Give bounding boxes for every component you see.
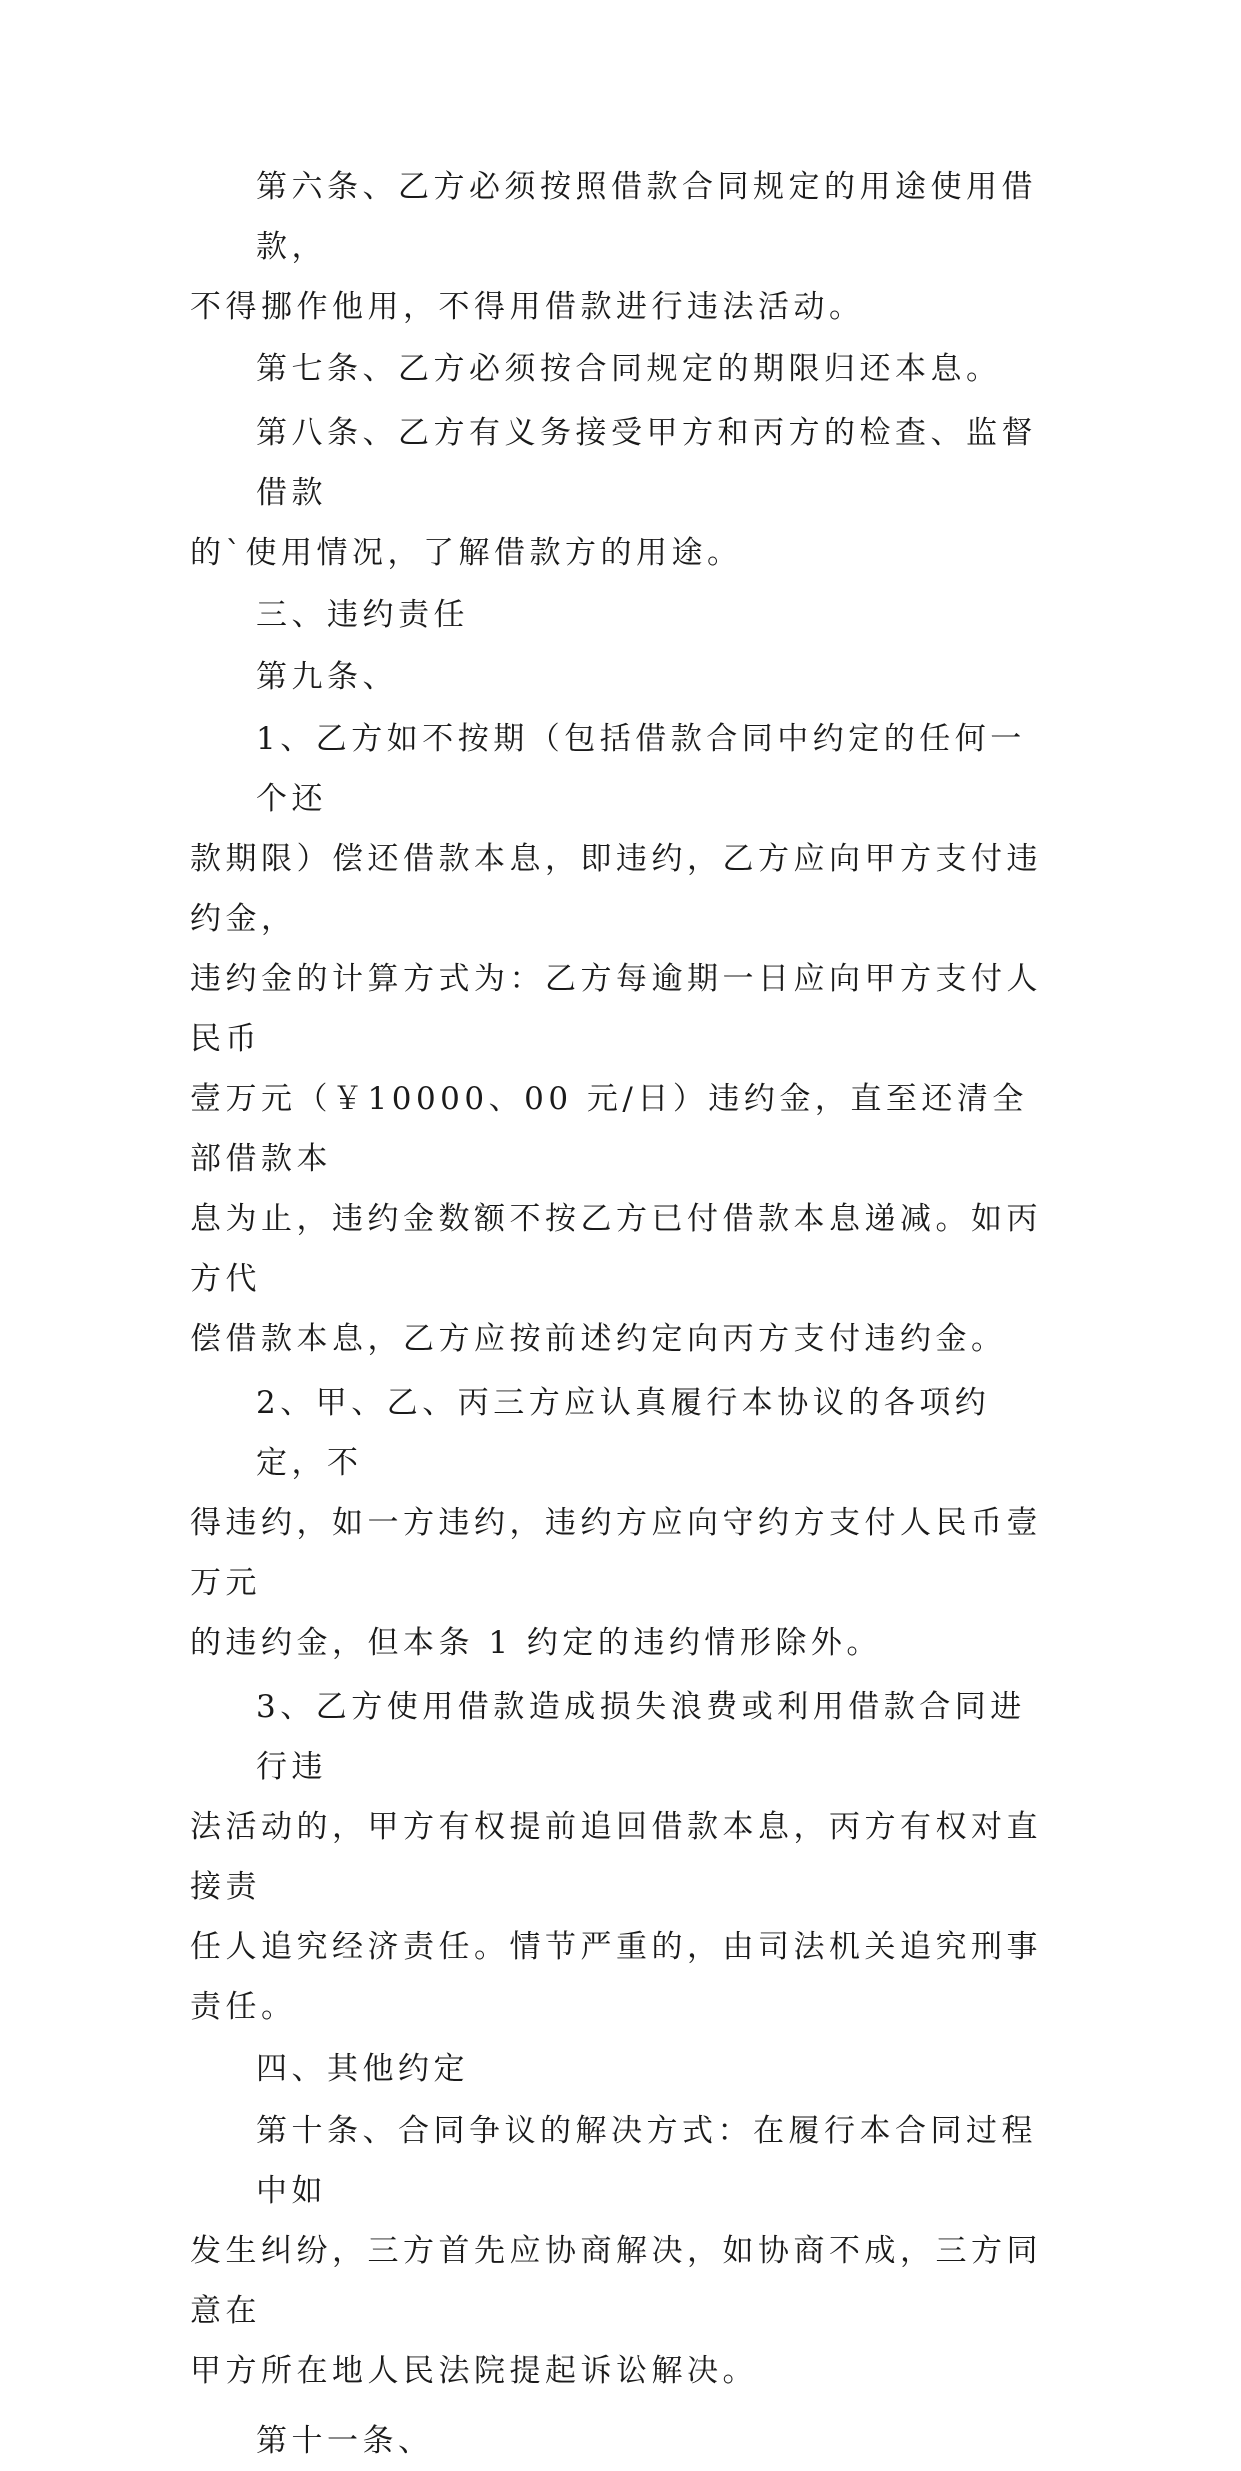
text-line: 息为止，违约金数额不按乙方已付借款本息递减。如丙方代 (190, 1201, 1042, 1297)
text-line: 2、甲、乙、丙三方应认真履行本协议的各项约定，不 (256, 1385, 991, 1481)
text-line: 的`使用情况，了解借款方的用途。 (190, 535, 743, 571)
text-line: 3、乙方使用借款造成损失浪费或利用借款合同进行违 (256, 1689, 1026, 1785)
text-line: 发生纠纷，三方首先应协商解决，如协商不成，三方同意在 (190, 2233, 1042, 2329)
text-line: 第八条、乙方有义务接受甲方和丙方的检查、监督借款 (256, 415, 1037, 511)
text-line: 偿借款本息，乙方应按前述约定向丙方支付违约金。 (190, 1321, 1007, 1357)
text-line: 第九条、 (256, 659, 398, 695)
text-line: 第十一条、 (256, 2423, 434, 2459)
text-line: 法活动的，甲方有权提前追回借款本息，丙方有权对直接责 (190, 1809, 1042, 1905)
section-heading-3 (190, 585, 1050, 645)
text-line: 第七条、乙方必须按合同规定的期限归还本息。 (256, 351, 1002, 387)
section-heading-4 (190, 2039, 1050, 2099)
text-line: 任人追究经济责任。情节严重的，由司法机关追究刑事责任。 (190, 1929, 1042, 2025)
document-body (190, 157, 1050, 2471)
paragraph-article-9-item-3 (190, 1677, 1050, 2037)
text-line: 三、违约责任 (256, 597, 469, 633)
text-line: 违约金的计算方式为：乙方每逾期一日应向甲方支付人民币 (190, 961, 1042, 1057)
text-line: 第六条、乙方必须按照借款合同规定的用途使用借款， (256, 169, 1037, 265)
text-line: 1、乙方如不按期（包括借款合同中约定的任何一个还 (256, 721, 1026, 817)
paragraph-article-9-item-2 (190, 1373, 1050, 1673)
paragraph-article-7 (190, 339, 1050, 399)
paragraph-article-11 (190, 2411, 1050, 2471)
text-line: 款期限）偿还借款本息，即违约，乙方应向甲方支付违约金， (190, 841, 1042, 937)
text-line: 的违约金，但本条 1 约定的违约情形除外。 (190, 1625, 882, 1661)
paragraph-article-10 (190, 2101, 1050, 2401)
paragraph-article-9-item-1 (190, 709, 1050, 1369)
paragraph-article-8 (190, 403, 1050, 583)
text-line: 第十条、合同争议的解决方式：在履行本合同过程中如 (256, 2113, 1037, 2209)
text-line: 四、其他约定 (256, 2051, 469, 2087)
text-line: 甲方所在地人民法院提起诉讼解决。 (190, 2353, 758, 2389)
text-line: 不得挪作他用，不得用借款进行违法活动。 (190, 289, 865, 325)
paragraph-article-6 (190, 157, 1050, 337)
text-line: 壹万元（￥10000、00 元/日）违约金，直至还清全部借款本 (190, 1081, 1028, 1177)
paragraph-article-9 (190, 647, 1050, 707)
text-line: 得违约，如一方违约，违约方应向守约方支付人民币壹万元 (190, 1505, 1042, 1601)
